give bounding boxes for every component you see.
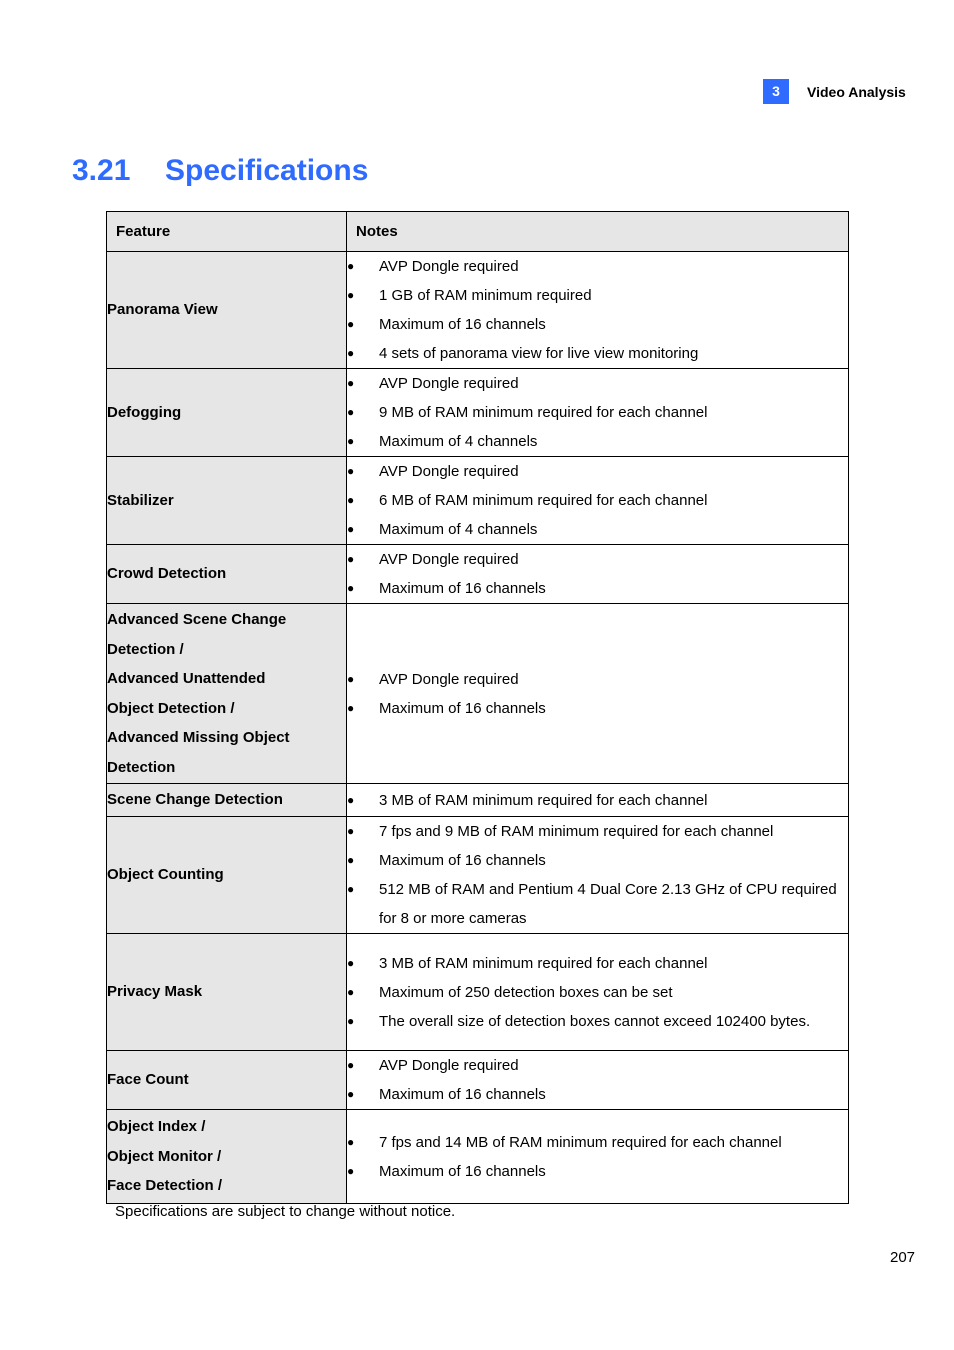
feature-label-line: Detection	[107, 758, 176, 776]
note-item	[347, 427, 848, 456]
table-row	[107, 545, 849, 604]
note-text: Maximum of 16 channels	[379, 316, 546, 333]
page-number: 207	[890, 1249, 916, 1266]
note-item	[347, 310, 848, 339]
note-text: Maximum of 16 channels	[379, 1162, 546, 1180]
note-item	[347, 369, 848, 398]
note-item	[347, 665, 848, 694]
table-header-row	[107, 212, 849, 252]
notes-cell	[347, 457, 849, 545]
bullet-icon: ●	[347, 1013, 355, 1028]
note-item	[347, 694, 848, 723]
notes-list	[347, 1051, 848, 1109]
note-text: Maximum of 250 detection boxes can be set	[379, 983, 673, 1001]
specifications-table	[106, 211, 849, 1204]
table-row	[107, 1051, 849, 1110]
feature-label-line: Panorama View	[107, 301, 218, 319]
feature-cell	[107, 457, 347, 545]
bullet-icon: ●	[347, 376, 355, 390]
feature-cell	[107, 369, 347, 457]
bullet-icon: ●	[347, 464, 355, 478]
note-text: 7 fps and 14 MB of RAM minimum required for each channel	[379, 1133, 782, 1151]
feature-label-line: Advanced Scene Change	[107, 611, 287, 628]
table-row	[107, 252, 849, 369]
table-row	[107, 457, 849, 545]
note-item	[347, 978, 848, 1007]
note-text: The overall size of detection boxes cannot exceed 102400 bytes.	[379, 1012, 811, 1030]
note-text: AVP Dongle required	[379, 463, 519, 480]
note-text: Maximum of 4 channels	[379, 433, 538, 450]
chapter-number-badge: 3	[763, 79, 789, 104]
feature-label-line: Face Detection /	[107, 1177, 223, 1195]
note-text: 512 MB of RAM and Pentium 4 Dual Core 2.13 GHz of CPU required for 8 or more cameras	[379, 881, 837, 927]
note-item	[347, 1157, 848, 1186]
feature-label-line: Scene Change Detection	[107, 791, 283, 809]
notes-cell	[347, 1051, 849, 1110]
note-item	[347, 786, 848, 815]
bullet-icon: ●	[347, 1087, 355, 1101]
notes-cell	[347, 545, 849, 604]
note-item	[347, 515, 848, 544]
note-text: 9 MB of RAM minimum required for each channel	[379, 404, 708, 421]
bullet-icon: ●	[347, 955, 355, 970]
feature-cell	[107, 1110, 347, 1204]
note-text: AVP Dongle required	[379, 551, 519, 568]
note-text: 3 MB of RAM minimum required for each channel	[379, 954, 708, 972]
feature-label-line: Object Index /	[107, 1118, 206, 1136]
bullet-icon: ●	[347, 288, 355, 302]
feature-cell	[107, 934, 347, 1051]
bullet-icon: ●	[347, 493, 355, 507]
note-item	[347, 339, 848, 368]
feature-label-line: Defogging	[107, 403, 182, 421]
table-row	[107, 1110, 849, 1204]
note-text: AVP Dongle required	[379, 258, 519, 275]
notes-list	[347, 949, 848, 1036]
feature-cell	[107, 1051, 347, 1110]
notes-list	[347, 665, 848, 723]
bullet-icon: ●	[347, 1058, 355, 1072]
table-row	[107, 934, 849, 1051]
bullet-icon: ●	[347, 700, 355, 715]
note-text: AVP Dongle required	[379, 1057, 519, 1074]
note-item	[347, 281, 848, 310]
notes-list	[347, 545, 848, 603]
note-item	[347, 1051, 848, 1080]
table-row	[107, 369, 849, 457]
feature-label-line: Object Detection /	[107, 699, 235, 717]
bullet-icon: ●	[347, 522, 355, 536]
feature-label-line: Stabilizer	[107, 491, 174, 509]
table-body	[107, 252, 849, 1204]
notes-cell	[347, 817, 849, 934]
bullet-icon: ●	[347, 882, 355, 896]
note-item	[347, 486, 848, 515]
note-item	[347, 252, 848, 281]
bullet-icon: ●	[347, 434, 355, 448]
section-title: Specifications	[165, 154, 369, 187]
note-text: Maximum of 16 channels	[379, 852, 546, 869]
bullet-icon: ●	[347, 671, 355, 686]
note-text: Maximum of 16 channels	[379, 1086, 546, 1103]
note-text: Maximum of 4 channels	[379, 521, 538, 538]
bullet-icon: ●	[347, 552, 355, 566]
note-text: Maximum of 16 channels	[379, 580, 546, 597]
note-text: 1 GB of RAM minimum required	[379, 287, 592, 304]
notes-list	[347, 252, 848, 368]
bullet-icon: ●	[347, 1163, 355, 1178]
feature-label-line: Object Counting	[107, 866, 224, 884]
notes-cell	[347, 369, 849, 457]
bullet-icon: ●	[347, 317, 355, 331]
notes-list	[347, 369, 848, 456]
feature-label-line: Crowd Detection	[107, 565, 227, 583]
bullet-icon: ●	[347, 581, 355, 595]
footnote: Specifications are subject to change without notice.	[115, 1203, 456, 1220]
table-row	[107, 784, 849, 817]
feature-cell	[107, 817, 347, 934]
bullet-icon: ●	[347, 824, 355, 838]
feature-cell	[107, 604, 347, 784]
bullet-icon: ●	[347, 984, 355, 999]
notes-cell	[347, 784, 849, 817]
table-row	[107, 817, 849, 934]
bullet-icon: ●	[347, 853, 355, 867]
bullet-icon: ●	[347, 346, 355, 360]
note-text: 3 MB of RAM minimum required for each channel	[379, 791, 708, 809]
note-item	[347, 545, 848, 574]
feature-cell	[107, 784, 347, 817]
notes-cell	[347, 1110, 849, 1204]
feature-label-line: Privacy Mask	[107, 983, 203, 1001]
column-header-feature: Feature	[107, 212, 347, 252]
table-row	[107, 604, 849, 784]
note-text: AVP Dongle required	[379, 670, 519, 688]
feature-cell	[107, 545, 347, 604]
note-item	[347, 1128, 848, 1157]
feature-label-line: Face Count	[107, 1071, 189, 1089]
notes-list	[347, 817, 848, 933]
feature-label-line: Advanced Missing Object	[107, 729, 290, 746]
note-text: 7 fps and 9 MB of RAM minimum required for each channel	[379, 823, 774, 840]
note-item	[347, 817, 848, 846]
note-item	[347, 875, 848, 933]
note-text: Maximum of 16 channels	[379, 699, 546, 717]
feature-cell	[107, 252, 347, 369]
section-heading	[72, 154, 368, 188]
notes-cell	[347, 934, 849, 1051]
note-item	[347, 574, 848, 603]
note-text: 4 sets of panorama view for live view monitoring	[379, 345, 699, 362]
section-number: 3.21	[72, 154, 131, 187]
note-item	[347, 1080, 848, 1109]
note-item	[347, 398, 848, 427]
feature-label-line: Object Monitor /	[107, 1147, 222, 1165]
note-text: 6 MB of RAM minimum required for each channel	[379, 492, 708, 509]
chapter-title: Video Analysis	[807, 84, 906, 100]
note-item	[347, 1007, 848, 1036]
bullet-icon: ●	[347, 259, 355, 273]
notes-list	[347, 1128, 848, 1186]
bullet-icon: ●	[347, 405, 355, 419]
note-item	[347, 457, 848, 486]
notes-cell	[347, 604, 849, 784]
notes-cell	[347, 252, 849, 369]
feature-label-line: Detection /	[107, 640, 184, 658]
note-item	[347, 949, 848, 978]
notes-list	[347, 786, 848, 815]
feature-label-line: Advanced Unattended	[107, 670, 266, 687]
bullet-icon: ●	[347, 792, 355, 807]
notes-list	[347, 457, 848, 544]
column-header-notes: Notes	[347, 212, 849, 252]
note-text: AVP Dongle required	[379, 375, 519, 392]
note-item	[347, 846, 848, 875]
bullet-icon: ●	[347, 1134, 355, 1149]
